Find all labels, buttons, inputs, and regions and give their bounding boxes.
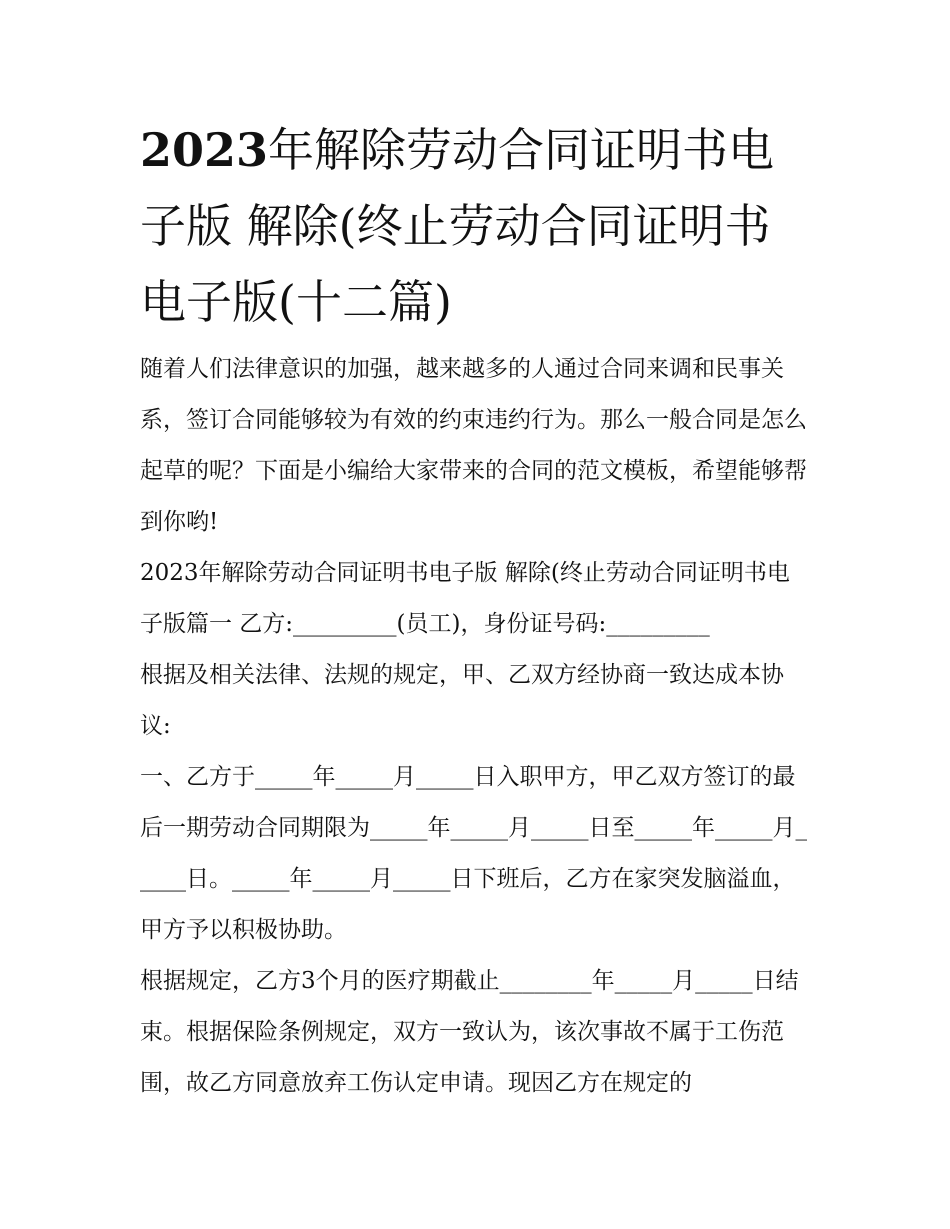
title-year: 2023 [140,123,269,177]
title-text: 年解除劳动合同证明书电子版 解除(终止劳动合同证明书电子版(十二篇) [140,123,775,329]
paragraph-medical-period: 根据规定，乙方3个月的医疗期截止________年_____月_____日结束。根据保险条例规定，双方一致认为，该次事故不属于工伤范围，故乙方同意放弃工伤认定申请。现因乙方在规定的 [140,968,799,1096]
paragraph-contract-header: 2023年解除劳动合同证明书电子版 解除(终止劳动合同证明书电子版篇一 乙方:_________(员工)，身份证号码:_________ [140,560,790,637]
paragraph-clause-one: 一、乙方于_____年_____月_____日入职甲方，甲乙双方签订的最后一期劳动合同期限为_____年_____月_____日至_____年_____月_____日。_____年_____月_____日下班后，乙方在家突发脑溢血，甲方予以积极协助。 [140,764,807,943]
document-title [140,112,812,340]
paragraph-agreement: 根据及相关法律、法规的规定，甲、乙双方经协商一致达成本协议: [140,662,784,739]
paragraph-intro: 随着人们法律意识的加强，越来越多的人通过合同来调和民事关系，签订合同能够较为有效的约束违约行为。那么一般合同是怎么起草的呢？下面是小编给大家带来的合同的范文模板，希望能够帮到你哟! [140,356,807,535]
document-page [140,112,812,1109]
